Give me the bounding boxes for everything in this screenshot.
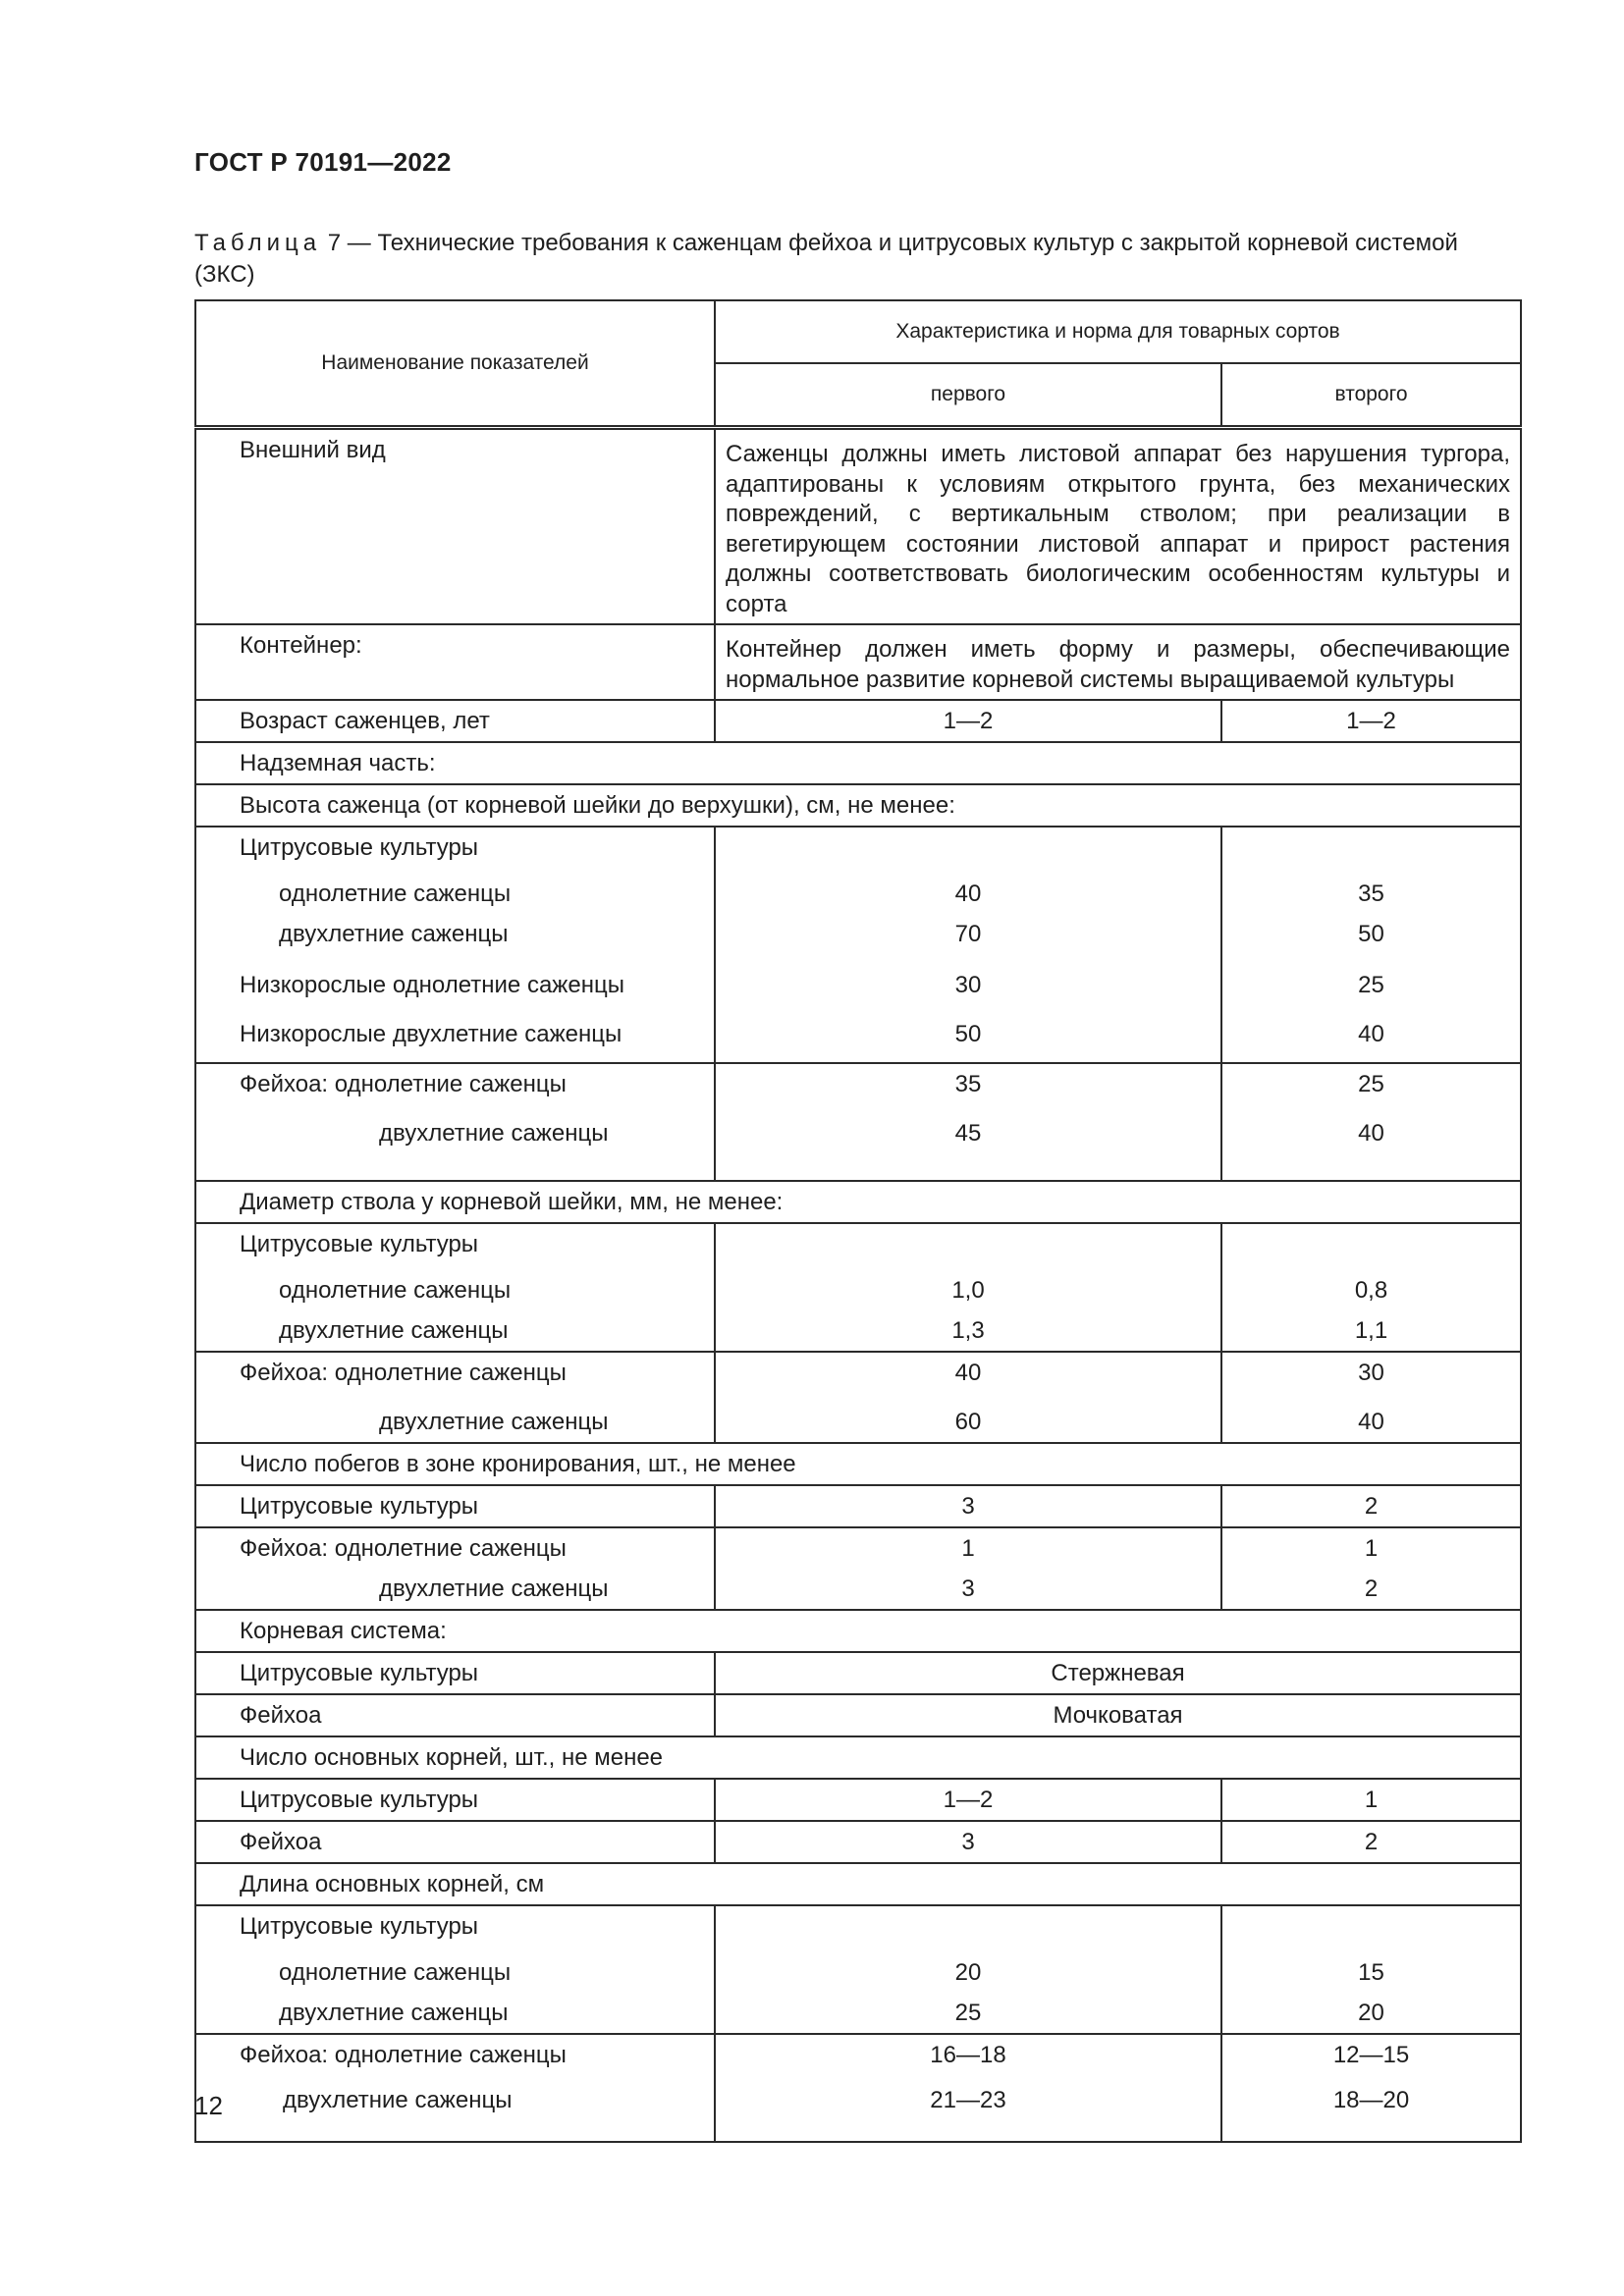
cell-value: 3 (961, 1829, 975, 1855)
page-number: 12 (194, 2091, 223, 2120)
caption-label: Таблица (194, 230, 322, 256)
row-label: двухлетние саженцы (379, 1120, 609, 1147)
cell-value: 35 (954, 1071, 982, 1097)
cell-value: 25 (1358, 1071, 1384, 1097)
cell-value: 50 (954, 1021, 982, 1047)
section-row (195, 1610, 1521, 1652)
row-label: Возраст саженцев, лет (240, 708, 490, 734)
document-code: ГОСТ Р 70191—2022 (194, 147, 452, 177)
cell-value: 70 (954, 921, 982, 947)
row-label: однолетние саженцы (279, 1277, 512, 1304)
row-label: двухлетние саженцы (279, 1317, 509, 1344)
cell-value: 1—2 (943, 708, 994, 734)
cell-value: 20 (1358, 2000, 1384, 2026)
cell-value: 3 (961, 1493, 975, 1520)
cell-value: 60 (954, 1409, 982, 1435)
table-row (195, 624, 1521, 700)
table-row (195, 700, 1521, 742)
table-row (195, 1063, 1521, 1181)
table-row (195, 1905, 1521, 2034)
group-label: Цитрусовые культуры (240, 1913, 479, 1940)
section-label: Корневая система: (240, 1618, 447, 1644)
row-label: двухлетние саженцы (379, 1575, 609, 1602)
section-label: Число побегов в зоне кронирования, шт., не менее (240, 1451, 796, 1477)
cell-value: 1—2 (1346, 708, 1396, 734)
row-label: Фейхоа: однолетние саженцы (240, 1535, 567, 1562)
cell-value: 20 (954, 1959, 982, 1986)
cell-value: 40 (954, 881, 982, 907)
cell-value: 25 (1358, 972, 1384, 998)
table-header-row (195, 300, 1521, 363)
row-label: Цитрусовые культуры (240, 1660, 479, 1686)
row-label: Внешний вид (240, 437, 386, 463)
cell-value: 40 (1358, 1120, 1384, 1147)
cell-value: 35 (1358, 881, 1384, 907)
row-label: Фейхоа: однолетние саженцы (240, 1071, 567, 1097)
row-label: однолетние саженцы (279, 1959, 512, 1986)
header-first-grade: первого (715, 363, 1221, 428)
row-label: Низкорослые двухлетние саженцы (240, 1021, 623, 1047)
row-label: двухлетние саженцы (279, 2000, 509, 2026)
table-row (195, 428, 1521, 625)
section-row (195, 742, 1521, 784)
cell-value: 16—18 (930, 2042, 1006, 2068)
cell-value: 21—23 (930, 2087, 1006, 2113)
cell-value: 50 (1358, 921, 1384, 947)
cell-value: 45 (954, 1120, 982, 1147)
section-row (195, 784, 1521, 827)
cell-value: 18—20 (1332, 2087, 1410, 2113)
header-group: Характеристика и норма для товарных сортов (715, 300, 1521, 363)
cell-value: 1—2 (943, 1787, 994, 1813)
cell-value: 15 (1358, 1959, 1384, 1986)
row-label: Контейнер: (240, 632, 362, 659)
section-row (195, 1181, 1521, 1223)
container-text: Контейнер должен иметь форму и размеры, обеспечивающие нормальное развитие корневой системы выращиваемой культуры (726, 636, 1511, 693)
row-label: двухлетние саженцы (379, 1409, 609, 1435)
header-second-grade: второго (1221, 363, 1521, 428)
section-label: Высота саженца (от корневой шейки до верхушки), см, не менее: (240, 792, 955, 819)
cell-value: 30 (954, 972, 982, 998)
row-label: Фейхоа (240, 1829, 322, 1855)
section-label: Диаметр ствола у корневой шейки, мм, не менее: (240, 1189, 784, 1215)
row-label: двухлетние саженцы (283, 2087, 513, 2113)
group-label: Цитрусовые культуры (240, 834, 479, 861)
table-row (195, 1821, 1521, 1863)
requirements-table (194, 299, 1522, 2143)
cell-value: 1,0 (951, 1277, 985, 1304)
table-row (195, 1485, 1521, 1527)
row-label: Низкорослые однолетние саженцы (240, 972, 624, 998)
section-label: Надземная часть: (240, 750, 436, 776)
table-caption (194, 228, 1520, 291)
table-row (195, 1652, 1521, 1694)
caption-text: 7 — Технические требования к саженцам фейхоа и цитрусовых культур с закрытой корневой системой (ЗКС) (194, 230, 1458, 288)
row-label: Фейхоа (240, 1702, 322, 1729)
cell-value: 3 (961, 1575, 975, 1602)
cell-value: 1 (1364, 1787, 1379, 1813)
cell-value: 2 (1364, 1829, 1379, 1855)
table-row (195, 1352, 1521, 1443)
row-label: Фейхоа: однолетние саженцы (240, 2042, 567, 2068)
cell-value: Мочковатая (1053, 1702, 1183, 1729)
table-row (195, 1527, 1521, 1610)
table-row (195, 1779, 1521, 1821)
row-label: Цитрусовые культуры (240, 1493, 479, 1520)
cell-value: 1,3 (951, 1317, 985, 1344)
cell-value: 0,8 (1354, 1277, 1388, 1304)
table-row (195, 1223, 1521, 1352)
row-label: Фейхоа: однолетние саженцы (240, 1360, 567, 1386)
cell-value: 40 (1358, 1021, 1384, 1047)
cell-value: 25 (954, 2000, 982, 2026)
row-label: Цитрусовые культуры (240, 1787, 479, 1813)
table-row (195, 2034, 1521, 2142)
cell-value: 40 (1358, 1409, 1384, 1435)
cell-value: 1 (961, 1535, 975, 1562)
cell-value: 40 (954, 1360, 982, 1386)
table-row (195, 1694, 1521, 1736)
section-label: Число основных корней, шт., не менее (240, 1744, 664, 1771)
cell-value: 2 (1364, 1493, 1379, 1520)
group-label: Цитрусовые культуры (240, 1231, 479, 1257)
cell-value: 1,1 (1354, 1317, 1388, 1344)
row-label: однолетние саженцы (279, 881, 512, 907)
section-row (195, 1443, 1521, 1485)
row-label: двухлетние саженцы (279, 921, 509, 947)
appearance-text: Саженцы должны иметь листовой аппарат без нарушения тургора, адаптированы к условиям открытого грунта, без механических повреждений, с вертикальным стволом; при реализации в вегетирующем состоянии листовой аппарат и прирост растения должны соответствовать биологическим особенностям культуры и сорта (726, 441, 1511, 617)
header-indicator-name: Наименование показателей (195, 300, 715, 428)
cell-value: 12—15 (1332, 2042, 1410, 2068)
section-row (195, 1736, 1521, 1779)
section-row (195, 1863, 1521, 1905)
table-row (195, 827, 1521, 1063)
cell-value: 1 (1364, 1535, 1379, 1562)
cell-value: 2 (1364, 1575, 1379, 1602)
cell-value: Стержневая (1051, 1660, 1185, 1686)
cell-value: 30 (1358, 1360, 1384, 1386)
section-label: Длина основных корней, см (240, 1871, 545, 1897)
